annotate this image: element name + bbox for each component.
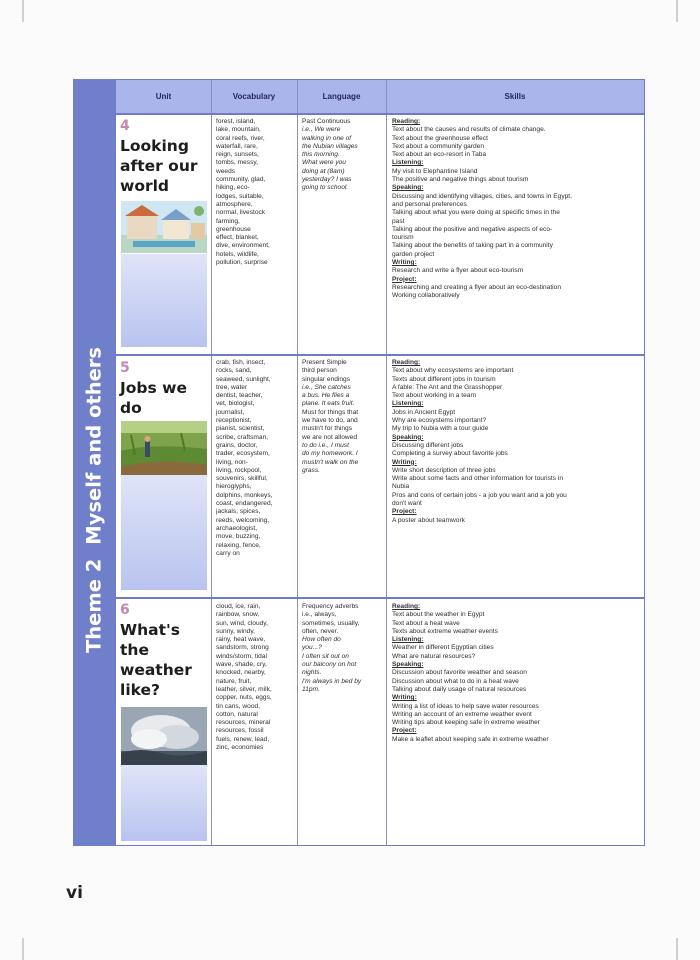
language-line: 11pm. [302,685,320,693]
skills-line: Text about a community garden [392,142,484,150]
crop-mark-bottom-left [22,938,24,960]
vocabulary-line: rocks, sand, [216,367,252,375]
skills-line: My visit to Elephantine Island [392,167,478,175]
vocabulary-line: winds/storm, tidal [216,652,267,660]
skills-line: Text about the greenhouse effect [392,134,488,142]
unit-title-line: weather [120,661,192,679]
vocabulary-line: wave, shade, cry, [216,661,267,669]
skills-heading: Project: [392,508,417,516]
language-line: i.e., We were [302,126,341,134]
skills-line: Text about the causes and results of climate change. [392,126,546,134]
language-line: Past Continuous [302,118,351,125]
skills-line: Text about why ecosystems are important [392,367,514,375]
skills-heading: Listening: [392,159,424,167]
photo-caption-panel [121,254,207,347]
skills-line: Writing an account of an extreme weather event [392,710,532,718]
skills-line: Writing a list of ideas to help save water resources [392,702,539,710]
language-line: we are not allowed [302,433,357,441]
skills-line: My trip to Nubia with a tour guide [392,425,489,433]
vocabulary-line: grains, doctor, [216,441,258,449]
theme-title [83,347,106,653]
language-line: mustn't for things [302,425,353,433]
vocabulary-line: knocked, nearby, [216,669,266,677]
language-line: do my homework. I [302,450,358,458]
language-line: I'm always in bed by [302,677,362,685]
skills-heading: Writing: [392,458,417,466]
row-divider [116,597,644,599]
language-line: going to school. [302,184,349,192]
unit-photo-storm [121,707,207,765]
vocabulary-line: reeds, welcoming, [216,516,270,524]
skills-line: Talking about the benefits of taking part in a community [392,242,553,250]
skills-heading: Listening: [392,636,424,644]
skills-heading: Reading: [392,603,421,610]
skills-line: Write short description of three jobs [392,466,496,474]
language-line: i.e., always, [302,611,337,619]
vocabulary-line: forest, island, [216,118,256,125]
skills-cell [392,118,644,301]
vocabulary-line: receptionist, [216,417,252,425]
skills-line: A poster about teamwork [392,516,465,524]
header-vocabulary: Vocabulary [232,92,276,101]
language-line: walking in one of [302,134,352,142]
skills-line: Discussing and identifying villages, cities, and towns in Egypt, [392,192,572,200]
header-skills: Skills [504,92,526,101]
skills-line: Text about a heat wave [392,619,460,627]
vocabulary-line: scribe, craftsman, [216,433,269,441]
skills-line: Working collaboratively [392,292,460,300]
vocabulary-line: leather, silver, milk, [216,685,272,693]
vocabulary-line: reign, sunsets, [216,151,259,159]
language-line: third person [302,367,337,375]
skills-line: don't want [392,500,422,508]
language-line: What were you [302,159,346,167]
skills-heading: Reading: [392,118,421,125]
language-line: singular endings [302,375,351,383]
unit-number: 5 [120,360,130,376]
language-line: sometimes, usually, [302,619,360,627]
vocabulary-line: pollution, surprise [216,259,268,267]
skills-line: and personal preferences [392,200,467,208]
skills-heading: Speaking: [392,433,424,441]
vocabulary-line: hieroglyphs, [216,483,252,491]
vocabulary-line: copper, nuts, eggs, [216,694,272,702]
skills-line: Talking about the positive and negative aspects of eco- [392,225,553,233]
vocabulary-line: souvenirs, skillful, [216,475,268,483]
skills-heading: Speaking: [392,184,424,192]
vocabulary-line: farming, [216,217,240,225]
vocabulary-line: lake, mountain, [216,126,261,134]
header-unit: Unit [155,92,172,101]
unit-title [120,620,210,700]
language-line: you...? [302,644,322,652]
language-line: doing at (8am) [302,167,345,175]
language-line: we have to do, and [302,417,358,425]
language-line: grass. [302,466,320,474]
vocabulary-line: hiking, eco- [216,184,250,192]
skills-line: Why are ecosystems important? [392,417,487,425]
skills-line: Weather in different Egyptian cities [392,644,494,652]
vocabulary-line: dive, environment, [216,242,270,250]
language-line: the Nubian villages [302,142,358,150]
vocabulary-line: seaweed, sunlight, [216,375,271,383]
unit-title-line: Looking [120,137,189,155]
photo-caption-panel [121,765,207,841]
language-line: often, never. [302,627,339,635]
language-line: Present Simple [302,359,347,366]
vocabulary-cell [216,603,296,752]
vocabulary-line: coral reefs, river, [216,134,265,142]
column-divider [297,80,298,845]
vocabulary-line: jackals, spices, [216,508,261,516]
unit-title-line: do [120,399,142,417]
skills-line: Text about working in a team [392,392,476,400]
unit-number: 6 [120,602,130,618]
vocabulary-line: tombs, messy, [216,159,259,167]
skills-heading: Speaking: [392,661,424,669]
skills-line: Writing tips about keeping safe in extreme weather [392,719,540,727]
language-line: this morning. [302,151,340,159]
photo-caption-panel [121,475,207,590]
unit-title [120,378,210,418]
vocabulary-line: zinc, economies [216,744,264,752]
skills-line: Discussion about what to do in a heat wave [392,677,519,685]
unit-title-line: like? [120,681,161,699]
vocabulary-line: lodges, suitable, [216,192,264,200]
crop-mark-bottom-right [676,938,678,960]
skills-line: Talking about what you were doing at specific times in the [392,209,560,217]
skills-line: Nubia [392,483,410,491]
language-cell [302,359,385,475]
language-line: yesterday? I was [302,176,352,184]
vocabulary-line: resources, mineral [216,719,271,727]
skills-line: Researching and creating a flyer about an eco-destination [392,283,561,291]
skills-line: Discussing different jobs [392,441,464,449]
skills-line: past [392,217,405,225]
vocabulary-line: pianist, scientist, [216,425,265,433]
unit-title-line: Jobs we [120,379,187,397]
language-line: mustn't walk on the [302,458,359,466]
unit-title [120,136,210,196]
unit-title-line: What's [120,621,180,639]
skills-line: Talking about daily usage of natural resources [392,685,527,693]
vocabulary-line: community, glad, [216,176,266,184]
skills-line: A fable: The Ant and the Grasshopper [392,383,503,391]
vocabulary-line: weeds [216,167,236,175]
language-line: How often do [302,636,341,644]
language-line: i.e., She catches [302,383,351,391]
vocabulary-line: sandstorm, strong [216,644,269,652]
column-divider [386,80,387,845]
row-divider [116,113,644,115]
skills-line: Text about the weather in Egypt [392,611,485,619]
skills-line: Completing a survey about favorite jobs [392,450,508,458]
vocabulary-line: tin cans, wood, [216,702,260,710]
vocabulary-line: effect, blanket, [216,234,259,242]
column-divider [211,80,212,845]
unit-number: 4 [120,118,130,134]
vocabulary-line: living, non- [216,458,248,466]
skills-line: tourism [392,234,414,242]
language-line: Must for things that [302,408,359,416]
unit-photo-field [121,421,207,475]
skills-heading: Project: [392,727,417,735]
skills-cell [392,359,644,525]
crop-mark-top-right [676,0,678,22]
theme-name: Myself and others [82,346,106,545]
skills-line: Texts about extreme weather events [392,627,498,635]
vocabulary-cell [216,118,296,267]
skills-heading: Listening: [392,400,424,408]
skills-line: The positive and negative things about tourism [392,176,529,184]
vocabulary-line: archaeologist, [216,524,258,532]
vocabulary-line: sun, wind, cloudy, [216,619,268,627]
vocabulary-line: move, buzzing, [216,533,261,541]
row-divider [116,354,644,356]
language-line: our balcony on hot [302,661,357,669]
vocabulary-line: fuels, renew, lead, [216,735,270,743]
crop-mark-top-left [22,0,24,22]
language-line: nights. [302,669,322,677]
unit-title-line: after our [120,157,198,175]
vocabulary-line: atmosphere, [216,200,253,208]
vocabulary-line: nature, fruit, [216,677,252,685]
skills-heading: Writing: [392,259,417,267]
vocabulary-line: resources, fossil [216,727,264,735]
page-number: vi [66,883,83,903]
skills-line: garden project [392,250,435,258]
vocabulary-line: waterfall, rare, [216,142,258,150]
skills-line: What are natural resources? [392,652,476,660]
vocabulary-line: cloud, ice, rain, [216,603,261,610]
vocabulary-line: relaxing, fence, [216,541,261,549]
language-line: to do i.e., I must [302,441,349,449]
unit-title-line: world [120,177,170,195]
vocabulary-line: trader, ecosystem, [216,450,270,458]
skills-heading: Project: [392,275,417,283]
unit-photo-resort [121,201,207,253]
vocabulary-line: dentist, teacher, [216,392,263,400]
vocabulary-line: carry on [216,549,240,557]
skills-line: Pros and cons of certain jobs - a job you want and a job you [392,491,567,499]
vocabulary-cell [216,359,296,558]
vocabulary-line: dolphins, monkeys, [216,491,273,499]
skills-line: Text about an eco-resort in Taba [392,151,487,159]
vocabulary-line: sunny, windy, [216,627,255,635]
skills-line: Make a leaflet about keeping safe in extreme weather [392,735,549,743]
skills-line: Discussion about favorite weather and season [392,669,527,677]
theme-label: Theme 2 [82,558,106,654]
vocabulary-line: normal, livestock [216,209,266,217]
vocabulary-line: crab, fish, insect, [216,359,266,366]
vocabulary-line: rainbow, snow, [216,611,260,619]
vocabulary-line: vet, biologist, [216,400,255,408]
language-line: plane. It eats fruit. [302,400,355,408]
language-line: Frequency adverbs [302,603,359,610]
vocabulary-line: coast, endangered, [216,500,273,508]
unit-title-line: the [120,641,149,659]
vocabulary-line: hotels, wildlife, [216,250,259,258]
vocabulary-line: journalist, [216,408,245,416]
syllabus-table [115,79,645,846]
vocabulary-line: living, rockpool, [216,466,262,474]
skills-line: Research and write a flyer about eco-tourism [392,267,524,275]
language-cell [302,603,385,694]
skills-line: Texts about different jobs in tourism [392,375,496,383]
vocabulary-line: greenhouse [216,225,251,233]
language-cell [302,118,385,193]
language-line: I often sit out on [302,652,349,660]
vocabulary-line: tree, water [216,383,248,391]
header-language: Language [322,92,361,101]
skills-line: Jobs in Ancient Egypt [392,408,456,416]
skills-cell [392,603,644,744]
skills-line: Write about some facts and other information for tourists in [392,475,564,483]
vocabulary-line: cotton, natural [216,710,258,718]
vocabulary-line: rainy, heat wave, [216,636,266,644]
skills-heading: Reading: [392,359,421,366]
skills-heading: Writing: [392,694,417,702]
language-line: a bus. He flies a [302,392,350,400]
